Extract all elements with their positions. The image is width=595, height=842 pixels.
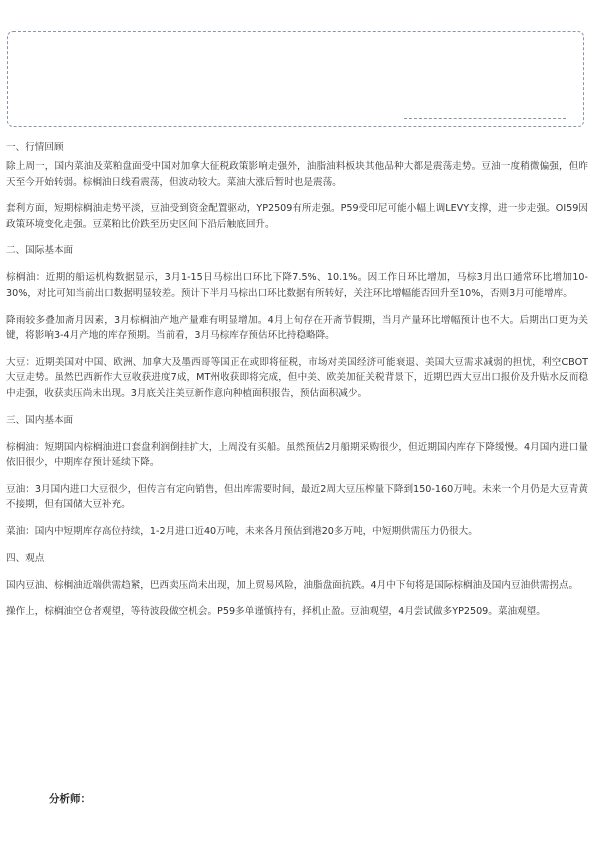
header-divider-line (404, 118, 566, 119)
section-heading-international: 二、国际基本面 (6, 245, 74, 257)
paragraph-arbitrage: 套利方面，短期棕榈油走势平淡，豆油受到资金配置驱动，YP2509有所走强。P59受印尼可能小幅上调LEVY支撑，进一步走强。OI59因政策环境变化走强。豆菜粕比价跌至历史区间下沿后触底回升。 (6, 203, 588, 230)
report-body (6, 140, 588, 620)
report-header-box (7, 31, 584, 127)
paragraph-rapeseed-oil-domestic: 菜油：国内中短期库存高位持续，1-2月进口近40万吨，未来各月预估到港20多万吨，中短期供需压力仍很大。 (6, 525, 478, 537)
section-heading-views: 四、观点 (6, 552, 45, 564)
section-heading-market-review: 一、行情回顾 (6, 142, 64, 153)
paragraph-views-supply-demand: 国内豆油、棕榈油近端供需趋紧，巴西卖压尚未出现，加上贸易风险，油脂盘面抗跌。4月中下旬将是国际棕榈油及国内豆油供需拐点。 (6, 579, 579, 591)
paragraph-market-review: 除上周一，国内菜油及菜粕盘面受中国对加拿大征税政策影响走强外，油脂油料板块其他品种大都是震荡走势。豆油一度稍微偏强，但昨天至今开始转弱。棕榈油日线看震荡，但波动较大。菜油大涨后暂时也是震荡。 (6, 161, 588, 188)
paragraph-views-operation: 操作上，棕榈油空仓者观望，等待波段做空机会。P59多单谨慎持有，择机止盈。豆油观望，4月尝试做多YP2509。菜油观望。 (6, 606, 546, 618)
section-heading-domestic: 三、国内基本面 (6, 414, 74, 426)
paragraph-palm-oil-export: 棕榈油：近期的船运机构数据显示，3月1-15日马棕出口环比下降7.5%、10.1%。因工作日环比增加，马棕3月出口通常环比增加10-30%，对比可知当前出口数据明显较差。预计下半月马棕出口环比数据有所转好，关注环比增幅能否回升至10%，否则3月可能增库。 (6, 272, 588, 299)
analyst-label: 分析师： (49, 793, 91, 805)
paragraph-soybean-international: 大豆：近期美国对中国、欧洲、加拿大及墨西哥等国正在或即将征税，市场对美国经济可能衰退、美国大豆需求减弱的担忧，利空CBOT大豆走势。虽然巴西新作大豆收获进度7成，MT州收获即将完成，但中美、欧美加征关税背景下，近期巴西大豆出口报价及升贴水反而稳中走强，收获卖压尚未出现。3月底关注美豆新作意向种植面积报告，预估面积减少。 (6, 356, 588, 399)
paragraph-soybean-oil-domestic: 豆油：3月国内进口大豆很少，但传言有定向销售，但出库需要时间，最近2周大豆压榨量下降到150-160万吨。未来一个月仍是大豆青黄不接期，但有国储大豆补充。 (6, 483, 588, 511)
paragraph-palm-oil-domestic: 棕榈油：短期国内棕榈油进口套盘利润倒挂扩大，上周没有买船。虽然预估2月船期采购很少，但近期国内库存下降缓慢。4月国内进口量依旧很少，中期库存预计延续下降。 (6, 441, 588, 469)
paragraph-palm-oil-production: 降雨较多叠加斋月因素，3月棕榈油产地产量难有明显增加。4月上旬存在开斋节假期，当月产量环比增幅预计也不大。后期出口更为关键，将影响3-4月产地的库存预期。当前看，3月马棕库存预估环比持稳略降。 (6, 314, 588, 342)
